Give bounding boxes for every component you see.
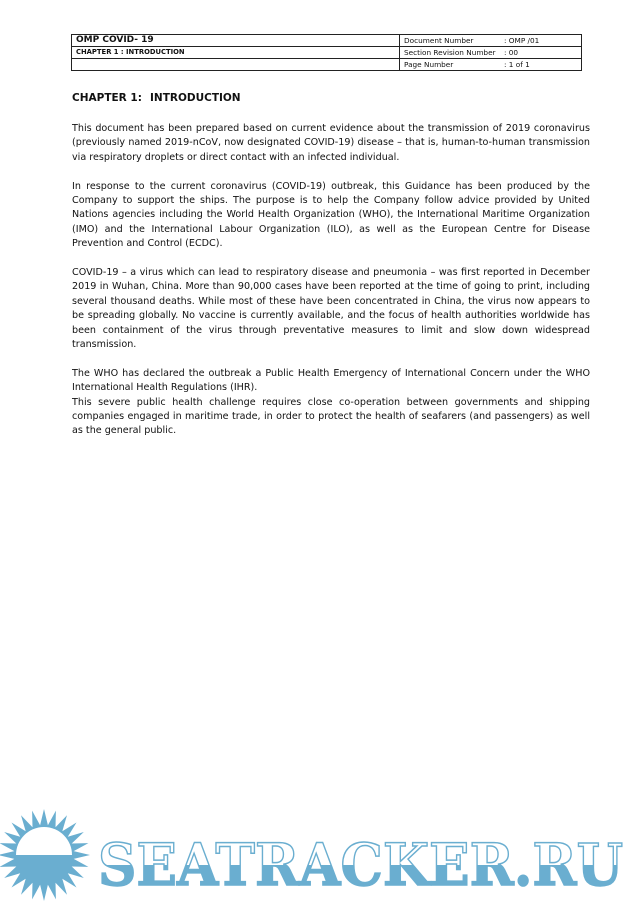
chapter-label: CHAPTER 1 : INTRODUCTION xyxy=(72,47,400,59)
document-body xyxy=(72,122,590,453)
chapter-number: CHAPTER 1: xyxy=(72,92,142,104)
paragraph: In response to the current coronavirus (COVID-19) outbreak, this Guidance has been produced by the Company to support the ships. The purpose is to help the Company follow advice provided by United Nations agencies including the World Health Organization (WHO), the International Maritime Organization (IMO) and the International Labour Organization (ILO), as well as the European Centre for Disease Prevention and Control (ECDC). xyxy=(72,180,590,250)
paragraph: This document has been prepared based on current evidence about the transmission of 2019 coronavirus (previously named 2019-nCoV, now designated COVID-19) disease – that is, human-to-human transmission via respiratory droplets or direct contact with an infected individual. xyxy=(72,123,590,163)
page-number-cell xyxy=(400,59,582,71)
paragraph: COVID-19 – a virus which can lead to respiratory disease and pneumonia – was first reported in December 2019 in Wuhan, China. More than 90,000 cases have been reported at the time of going to print, including several thousand deaths. While most of these have been concentrated in China, the virus now appears to be spreading globally. No vaccine is currently available, and the focus of health authorities worldwide has been containment of the virus through preventative measures to limit and slow down widespread transmission. xyxy=(72,267,590,351)
revision-number-cell xyxy=(400,47,582,59)
chapter-heading xyxy=(72,92,241,104)
document-header-table xyxy=(71,34,582,71)
field-value: : 00 xyxy=(504,48,519,57)
document-title: OMP COVID- 19 xyxy=(72,35,400,47)
sun-icon xyxy=(0,809,90,901)
field-value: : OMP /01 xyxy=(504,36,540,45)
document-number-cell xyxy=(400,35,582,47)
seatracker-watermark xyxy=(0,805,633,902)
paragraph: The WHO has declared the outbreak a Public Health Emergency of International Concern under the WHO International Health Regulations (IHR). xyxy=(72,367,590,394)
field-label: Page Number xyxy=(404,60,454,69)
watermark-text: SEATRACKER.RU xyxy=(98,831,623,899)
field-label: Document Number xyxy=(404,36,474,45)
empty-cell xyxy=(72,59,400,71)
field-label: Section Revision Number xyxy=(404,48,496,57)
field-value: : 1 of 1 xyxy=(504,60,530,69)
paragraph: This severe public health challenge requires close co-operation between governments and shipping companies engaged in maritime trade, in order to protect the health of seafarers (and passengers) as well as the general public. xyxy=(72,396,590,437)
chapter-title: INTRODUCTION xyxy=(150,92,241,104)
